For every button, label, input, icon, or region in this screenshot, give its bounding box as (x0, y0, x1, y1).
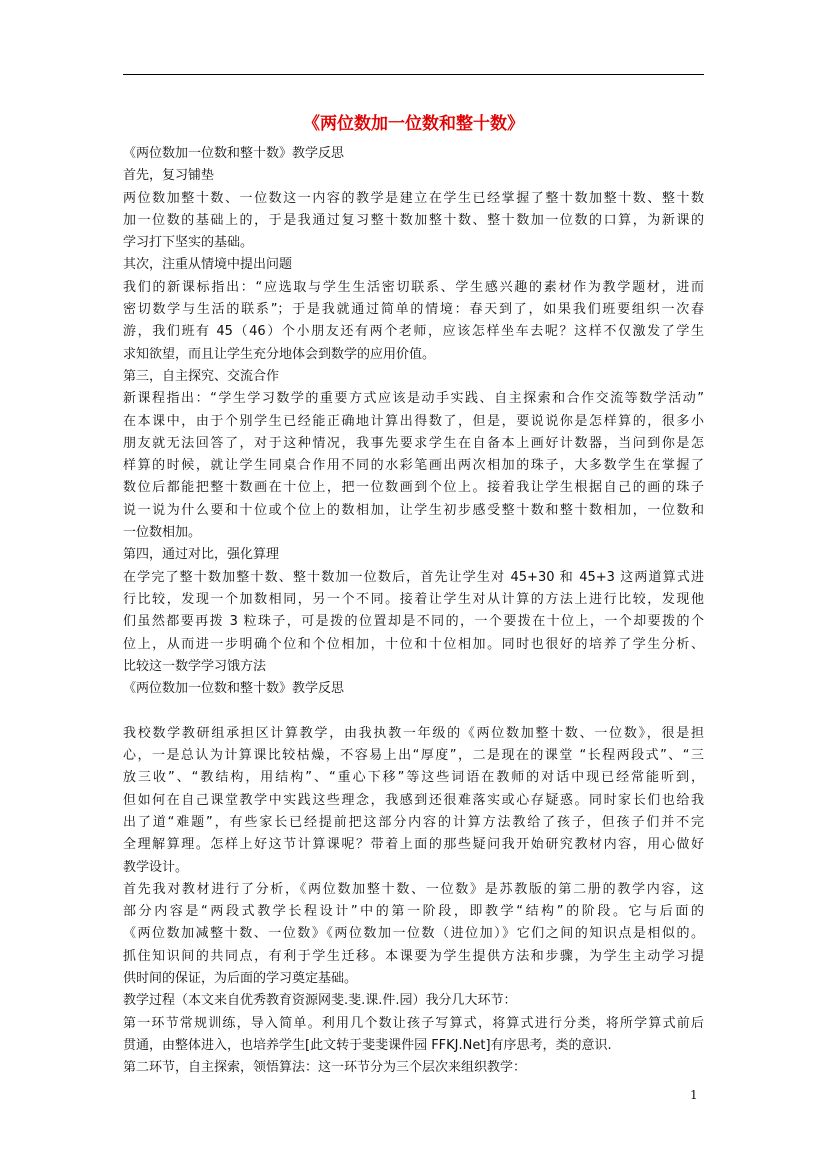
paragraph-line: 比较这一数学学习饿方法 (123, 658, 267, 674)
paragraph-line: 教学过程（本文来自优秀教育资源网斐.斐.课.件.园）我分几大环节： (123, 993, 517, 1009)
blank-line (123, 700, 704, 722)
paragraph-line: 第二环节，自主探索，领悟算法：这一环节分为三个层次来组织教学： (123, 1060, 527, 1076)
paragraph-line: 第一环节常规训练，导入简单。利用几个数让孩子写算式，将算式进行分类，将所学算式前后 (123, 1015, 704, 1031)
paragraph-line: 首先我对教材进行了分析，《两位数加整十数、一位数》是苏教版的第二册的教学内容，这 (123, 881, 704, 897)
paragraph-line: 出了道“难题”，有些家长已经提前把这部分内容的计算方法教给了孩子，但孩子们并不完 (123, 814, 704, 830)
document-body (123, 143, 704, 1079)
paragraph-line: 学习打下坚实的基础。 (123, 235, 254, 251)
paragraph-line: 教学设计。 (123, 859, 189, 875)
paragraph-line: 加一位数的基础上的，于是我通过复习整十数加整十数、整十数加一位数的口算，为新课的 (123, 212, 704, 228)
paragraph-line: 样算的时候，就让学生同桌合作用不同的水彩笔画出两次相加的珠子，大多数学生在掌握了 (123, 458, 704, 474)
paragraph-line: 游，我们班有 45（46）个小朋友还有两个老师，应该怎样坐车去呢？这样不仅激发了学生 (123, 324, 704, 340)
paragraph-line: 《两位数加一位数和整十数》教学反思 (123, 681, 345, 697)
paragraph-line: 但如何在自己课堂教学中实践这些理念，我感到还很难落实或心存疑惑。同时家长们也给我 (123, 792, 704, 808)
paragraph-line: 《两位数加减整十数、一位数》《两位数加一位数（进位加）》它们之间的知识点是相似的。 (123, 926, 704, 942)
paragraph-line: 在本课中，由于个别学生已经能正确地计算出得数了，但是，要说说你是怎样算的，很多小 (123, 413, 704, 429)
paragraph-line: 新课程指出：“学生学习数学的重要方式应该是动手实践、自主探索和合作交流等数学活动” (123, 391, 704, 407)
paragraph-line: 心，一是总认为计算课比较枯燥，不容易上出“厚度”，二是现在的课堂 “长程两段式”、“三 (123, 748, 704, 764)
paragraph-line: 第四，通过对比，强化算理 (123, 547, 280, 563)
paragraph-line: 位上，从而进一步明确个位和个位相加，十位和十位相加。同时也很好的培养了学生分析、 (123, 636, 704, 652)
paragraph-line: 供时间的保证，为后面的学习奠定基础。 (123, 970, 358, 986)
paragraph-line: 数位后都能把整十数画在十位上，把一位数画到个位上。接着我让学生根据自己的画的珠子 (123, 480, 704, 496)
paragraph-line: 首先，复习铺垫 (123, 168, 215, 184)
paragraph-line: 贯通，由整体进入，也培养学生[此文转于斐斐课件园 FFKJ.Net]有序思考，类的意识. (123, 1037, 612, 1053)
paragraph-line: 行比较，发现一个加数相同，另一个不同。接着让学生对从计算的方法上进行比较，发现他 (123, 591, 704, 607)
document-title: 《两位数加一位数和整十数》 (303, 114, 524, 134)
header-rule (123, 74, 704, 75)
paragraph-line: 在学完了整十数加整十数、整十数加一位数后，首先让学生对 45+30 和 45+3 这两道算式进 (123, 569, 704, 585)
paragraph-line: 求知欲望，而且让学生充分地体会到数学的应用价值。 (123, 346, 436, 362)
paragraph-line: 全理解算理。怎样上好这节计算课呢？带着上面的那些疑问我开始研究教材内容，用心做好 (123, 837, 704, 853)
paragraph-line: 《两位数加一位数和整十数》教学反思 (123, 146, 345, 161)
paragraph-line: 两位数加整十数、一位数这一内容的教学是建立在学生已经掌握了整十数加整十数、整十数 (123, 190, 704, 206)
paragraph-line: 我们的新课标指出：“应选取与学生生活密切联系、学生感兴趣的素材作为教学题材，进而 (123, 279, 704, 295)
paragraph-line: 朋友就无法回答了，对于这种情况，我事先要求学生在自备本上画好计数器，当问到你是怎 (123, 435, 704, 451)
paragraph-line: 们虽然都要再拨 3 粒珠子，可是拨的位置却是不同的，一个要拨在十位上，一个却要拨的个 (123, 614, 704, 630)
page-number: 1 (690, 1088, 698, 1102)
paragraph-line: 一位数相加。 (123, 525, 202, 541)
paragraph-line: 其次，注重从情境中提出问题 (123, 257, 293, 273)
paragraph-line: 部分内容是“两段式教学长程设计”中的第一阶段，即教学“结构”的阶段。它与后面的 (123, 904, 704, 920)
paragraph-line: 说一说为什么要和十位或个位上的数相加，让学生初步感受整十数和整十数相加，一位数和 (123, 502, 704, 518)
paragraph-line: 抓住知识间的共同点，有利于学生迁移。本课要为学生提供方法和步骤，为学生主动学习提 (123, 948, 704, 964)
paragraph-line: 密切数学与生活的联系”；于是我就通过简单的情境：春天到了，如果我们班要组织一次春 (123, 302, 704, 318)
paragraph-line: 第三，自主探究、交流合作 (123, 368, 280, 384)
paragraph-line: 我校数学教研组承担区计算教学，由我执教一年级的《两位数加整十数、一位数》，很是担 (123, 725, 704, 741)
paragraph-line: 放三收”、“教结构，用结构”、“重心下移”等这些词语在教师的对话中现已经常能听到， (123, 770, 704, 786)
